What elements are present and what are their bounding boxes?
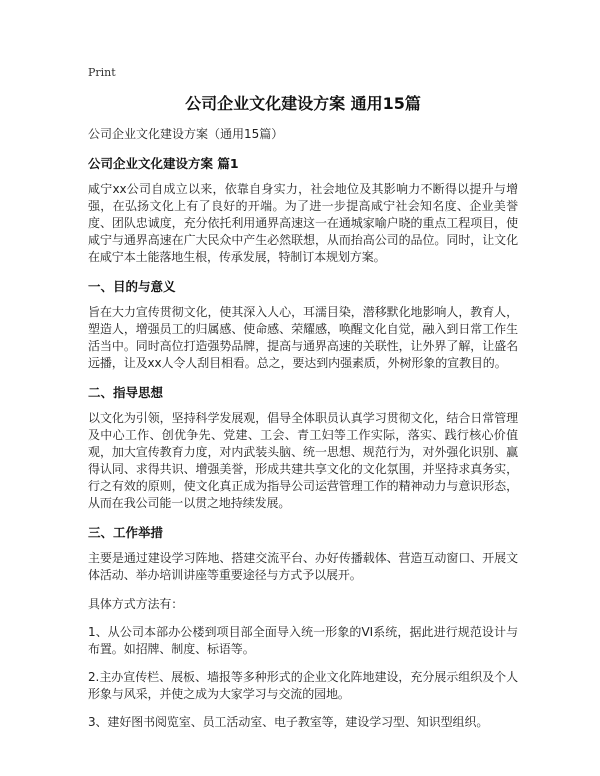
method-item: 3、建好图书阅览室、员工活动室、电子教室等，建设学习型、知识型组织。 [88, 715, 489, 729]
methods-intro: 具体方式方法有： [88, 597, 184, 611]
method-item: 2.主办宣传栏、展板、墙报等多种形式的企业文化阵地建设，充分展示组织及个人形象与风采，并使之成为大家学习与交流的园地。 [88, 670, 518, 701]
document-page [88, 66, 518, 742]
section-body-measures: 主要是通过建设学习阵地、搭建交流平台、办好传播载体、营造互动窗口、开展文体活动、举办培训讲座等重要途径与方式予以展开。 [88, 551, 518, 582]
section-heading-measures: 三、工作举措 [88, 525, 164, 540]
method-item: 1、从公司本部办公楼到项目部全面导入统一形象的VI系统，据此进行规范设计与布置。如招牌、制度、标语等。 [88, 625, 518, 656]
section-heading-guiding-ideology: 二、指导思想 [88, 385, 164, 400]
intro-paragraph: 咸宁xx公司自成立以来，依靠自身实力，社会地位及其影响力不断得以提升与增强，在弘扬文化上有了良好的开端。为了进一步提高咸宁社会知名度、企业美誉度、团队忠诚度，充分依托利用通界高速这一在通城家喻户晓的重点工程项目，使咸宁与通界高速在广大民众中产生必然联想，从而抬高公司的品位。同时，让文化在咸宁本土能落地生根，传承发展，特制订本规划方案。 [88, 182, 518, 264]
part-heading: 公司企业文化建设方案 篇1 [88, 156, 239, 171]
page-title: 公司企业文化建设方案 通用15篇 [185, 94, 421, 113]
section-body-purpose: 旨在大力宣传贯彻文化，使其深入人心，耳濡目染，潜移默化地影响人，教育人，塑造人，增强员工的归属感、使命感、荣耀感，唤醒文化自觉，融入到日常工作生活当中。同时高位打造强势品牌，提高与通界高速的关联性，让外界了解，让盛名远播，让及xx人令人刮目相看。总之，要达到内强素质，外树形象的宣教目的。 [88, 305, 518, 370]
section-heading-purpose: 一、目的与意义 [88, 279, 176, 294]
section-body-guiding-ideology: 以文化为引领，坚持科学发展观，倡导全体职员认真学习贯彻文化，结合日常管理及中心工作、创优争先、党建、工会、青工妇等工作实际，落实、践行核心价值观，加大宣传教育力度，对内武装头脑、统一思想、规范行为，对外强化识别、赢得认同、求得共识、增强美誉，形成共建共享文化的文化氛围，并坚持求真务实，行之有效的原则，使文化真正成为指导公司运营管理工作的精神动力与意识形态，从而在我公司能一以贯之地持续发展。 [88, 411, 518, 510]
print-link[interactable]: Print [88, 66, 116, 79]
document-subtitle: 公司企业文化建设方案（通用15篇） [88, 127, 284, 141]
